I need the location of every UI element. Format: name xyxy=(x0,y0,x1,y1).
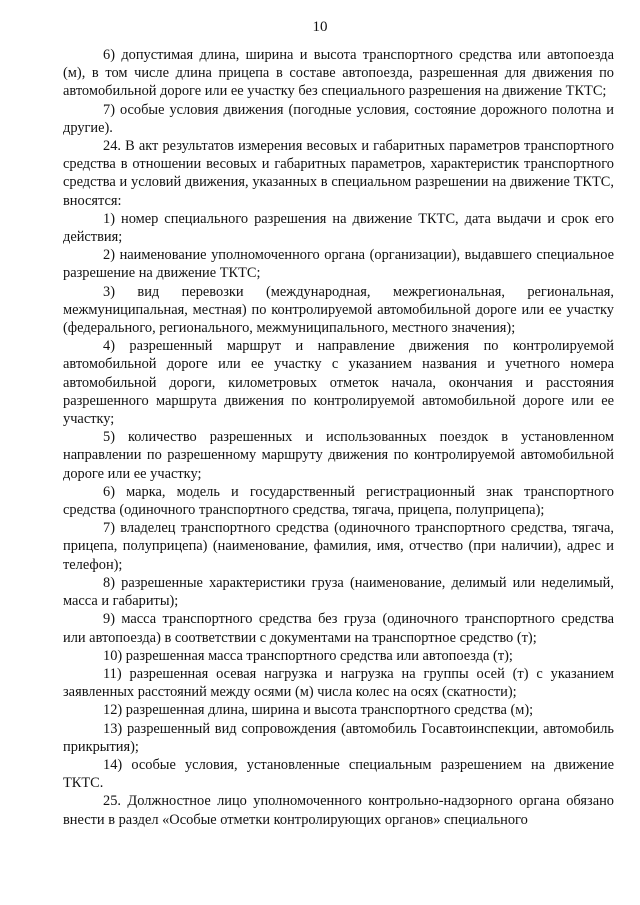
paragraph-item-6-vehicle-make: 6) марка, модель и государственный регистрационный знак транспортного средства (одиночного транспортного средства, тягача, прицепа, полуприцепа); xyxy=(63,483,614,519)
paragraph-item-7-vehicle-owner: 7) владелец транспортного средства (одиночного транспортного средства, тягача, прицепа, полуприцепа) (наименование, фамилия, имя, отчество (при наличии), адрес и телефон); xyxy=(63,520,614,573)
paragraph-item-9-empty-mass: 9) масса транспортного средства без груза (одиночного транспортного средства или автопоезда) в соответствии с документами на транспортное средство (т); xyxy=(63,611,614,646)
body-text xyxy=(63,46,614,829)
paragraph-item-10-permitted-mass: 10) разрешенная масса транспортного средства или автопоезда (т); xyxy=(103,647,513,664)
paragraph-item-7-special-conditions: 7) особые условия движения (погодные условия, состояние дорожного полотна и другие). xyxy=(63,101,614,136)
paragraph-item-13-escort: 13) разрешенный вид сопровождения (автомобиль Госавтоинспекции, автомобиль прикрытия); xyxy=(63,720,614,755)
paragraph-item-14-special-conditions: 14) особые условия, установленные специальным разрешением на движение ТКТС. xyxy=(63,756,614,792)
paragraph-item-12-permitted-size: 12) разрешенная длина, ширина и высота транспортного средства (м); xyxy=(103,702,534,719)
paragraph-item-1-permit-number: 1) номер специального разрешения на движение ТКТС, дата выдачи и срок его действия; xyxy=(63,210,614,246)
paragraph-item-11-axle-load: 11) разрешенная осевая нагрузка и нагрузка на группы осей (т) с указанием заявленных расстояний между осями (м) числа колес на осях (скатности); xyxy=(63,665,614,701)
paragraph-item-5-trips: 5) количество разрешенных и использованных поездок в установленном направлении по разрешенному маршруту движения по контролируемой автомобильной дороге или ее участку; xyxy=(63,429,614,482)
paragraph-item-2-issuing-authority: 2) наименование уполномоченного органа (организации), выдавшего специальное разрешение на движение ТКТС; xyxy=(63,247,614,282)
paragraph-section-24: 24. В акт результатов измерения весовых и габаритных параметров транспортного средства в отношении весовых и габаритных параметров, характеристик транспортного средства и условий движения, указанных в специальном разрешении на движение ТКТС, вносятся: xyxy=(63,138,614,209)
paragraph-item-4-route: 4) разрешенный маршрут и направление движения по контролируемой автомобильной дороге или ее участку с указанием названия и учетного номера автомобильной дороги, километровых отметок начала, окончания и расстояния разрешенного маршрута движения по контролируемой автомобильной дороге или ее участку; xyxy=(63,338,614,428)
page-number: 10 xyxy=(312,19,328,35)
paragraph-item-8-cargo: 8) разрешенные характеристики груза (наименование, делимый или неделимый, масса и габариты); xyxy=(63,574,614,610)
paragraph-section-25: 25. Должностное лицо уполномоченного контрольно-надзорного органа обязано внести в раздел «Особые отметки контролирующих органов» специального xyxy=(63,793,614,828)
paragraph-item-3-transport-type: 3) вид перевозки (международная, межрегиональная, региональная, межмуниципальная, местная) по контролируемой автомобильной дороге или ее участку (федерального, регионального, межмуниципального, местного значения); xyxy=(63,283,614,337)
paragraph-item-6-dimensions: 6) допустимая длина, ширина и высота транспортного средства или автопоезда (м), в том числе длина прицепа в составе автопоезда, разрешенная для движения по автомобильной дороге или ее участку без специального разрешения на движение ТКТС; xyxy=(63,47,614,100)
